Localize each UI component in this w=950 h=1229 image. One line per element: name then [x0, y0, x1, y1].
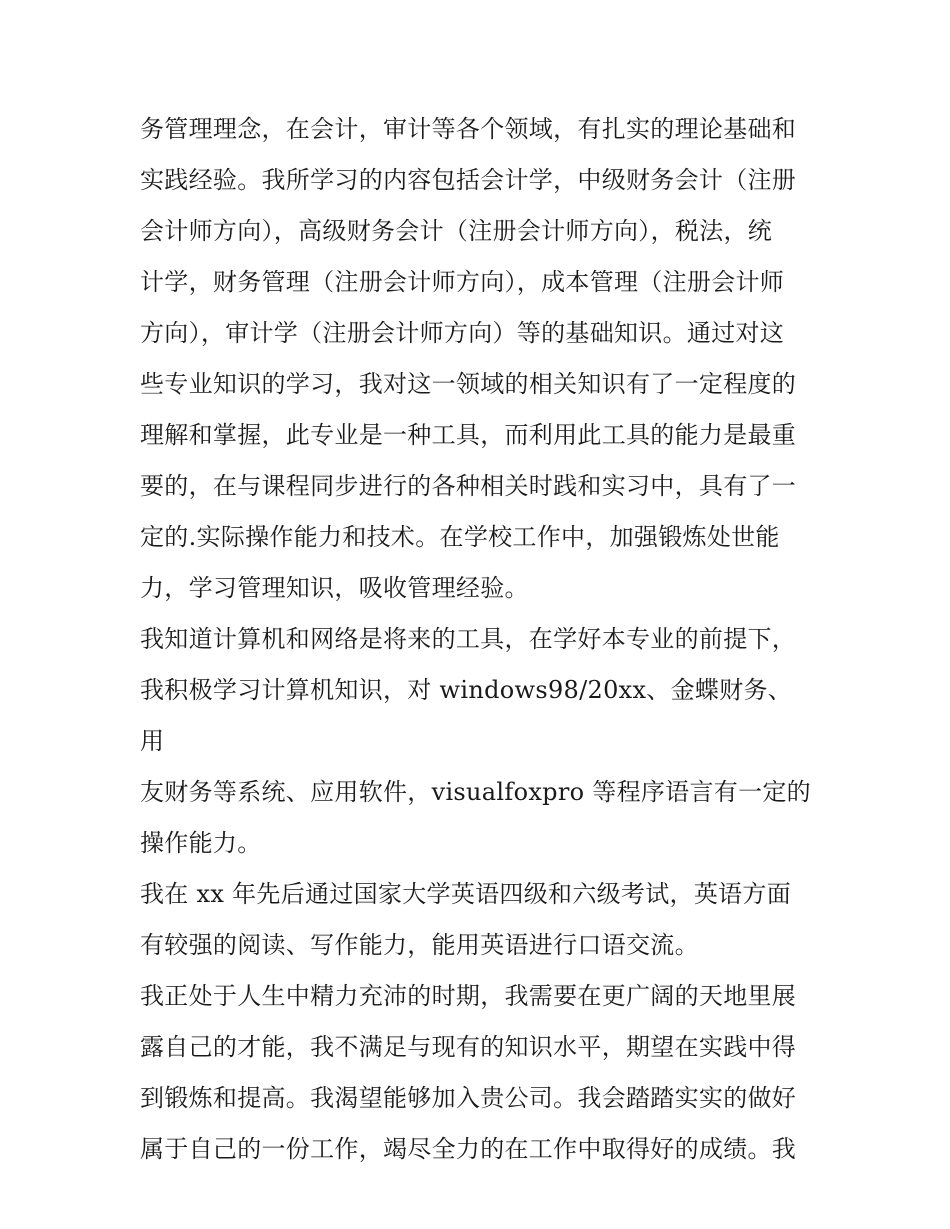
document-body: [140, 104, 816, 1175]
paragraph-computer-skills: 我知道计算机和网络是将来的工具，在学好本专业的前提下， 我积极学习计算机知识，对 windows98/20xx、金蝶财务、用 友财务等系统、应用软件，visualfoxpro 等程序语言有一定的 操作能力。: [140, 625, 811, 857]
paragraph-career-aspiration: 我正处于人生中精力充沛的时期，我需要在更广阔的天地里展 露自己的才能，我不满足与现有的知识水平，期望在实践中得 到锻炼和提高。我渴望能够加入贵公司。我会踏踏实实的做好 属于自己的一份工作，竭尽全力的在工作中取得好的成绩。我: [140, 982, 797, 1163]
paragraph-professional-knowledge: 务管理理念，在会计，审计等各个领域，有扎实的理论基础和 实践经验。我所学习的内容包括会计学，中级财务会计（注册 会计师方向），高级财务会计（注册会计师方向），税法，统 计学，财务管理（注册会计师方向），成本管理（注册会计师 方向），审计学（注册会计师方向）等的基础知识。通过对这 些专业知识的学习，我对这一领域的相关知识有了一定程度的 理解和掌握，此专业是一种工具，而利用此工具的能力是最重 要的，在与课程同步进行的各种相关时践和实习中，具有了一 定的.实际操作能力和技术。在学校工作中，加强锻炼处世能 力，学习管理知识，吸收管理经验。: [140, 115, 797, 602]
paragraph-english-skills: 我在 xx 年先后通过国家大学英语四级和六级考试，英语方面 有较强的阅读、写作能力，能用英语进行口语交流。: [140, 880, 792, 959]
